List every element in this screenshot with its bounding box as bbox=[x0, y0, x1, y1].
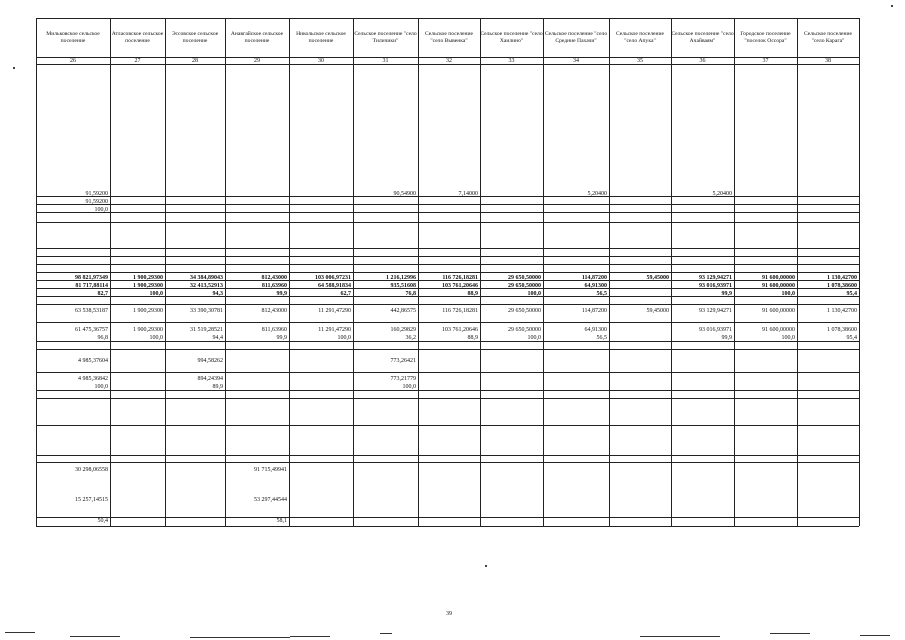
table-cell: 442,86575 bbox=[390, 308, 416, 314]
table-cell: 59,45000 bbox=[646, 275, 669, 281]
table-cell: 11 291,47290 bbox=[318, 308, 351, 314]
table-cell: 100,0 bbox=[781, 291, 795, 297]
table-cell: 98 821,97349 bbox=[75, 275, 108, 281]
table-cell: 91 715,49941 bbox=[254, 467, 287, 473]
column-divider bbox=[609, 18, 610, 526]
table-cell: 88,9 bbox=[467, 335, 478, 341]
table-rule bbox=[36, 455, 859, 456]
table-cell: 811,63960 bbox=[261, 283, 287, 289]
table-cell: 5,20400 bbox=[712, 191, 732, 197]
table-rule bbox=[36, 372, 859, 373]
column-header: Сельское поселение "село Хаилино" bbox=[480, 31, 543, 44]
table-cell: 88,9 bbox=[467, 291, 478, 297]
table-cell: 76,8 bbox=[405, 291, 416, 297]
table-cell: 91,59200 bbox=[85, 191, 108, 197]
column-header: Сельское поселение "село Карага" bbox=[804, 31, 852, 44]
table-cell: 30 298,06558 bbox=[75, 467, 108, 473]
table-cell: 100,0 bbox=[94, 207, 108, 213]
table-cell: 89,9 bbox=[212, 384, 223, 390]
table-cell: 99,9 bbox=[721, 335, 732, 341]
column-divider bbox=[480, 18, 481, 526]
table-cell: 103 761,20646 bbox=[442, 283, 478, 289]
table-cell: 64,91300 bbox=[584, 327, 607, 333]
table-cell: 91,59200 bbox=[85, 199, 108, 205]
table-rule bbox=[36, 390, 859, 391]
table-cell: 894,24394 bbox=[197, 376, 223, 382]
table-cell: 1 130,42700 bbox=[827, 308, 857, 314]
table-rule bbox=[36, 322, 859, 323]
column-divider bbox=[671, 18, 672, 526]
table-cell: 93 016,93971 bbox=[699, 283, 732, 289]
table-cell: 59,45000 bbox=[646, 308, 669, 314]
table-cell: 56,5 bbox=[596, 291, 607, 297]
table-cell: 4 985,36842 bbox=[78, 376, 108, 382]
column-header: Сельское поселение "село Тиличики" bbox=[354, 31, 417, 44]
table-cell: 29 650,50000 bbox=[508, 283, 541, 289]
table-cell: 81 717,88114 bbox=[75, 283, 108, 289]
table-cell: 90,54900 bbox=[393, 191, 416, 197]
table-rule bbox=[36, 18, 859, 19]
table-cell: 94,4 bbox=[212, 335, 223, 341]
table-cell: 95,4 bbox=[846, 291, 857, 297]
scan-artifact bbox=[770, 633, 810, 634]
table-cell: 91 600,00000 bbox=[762, 275, 795, 281]
table-cell: 116 726,18281 bbox=[442, 308, 478, 314]
table-rule bbox=[36, 462, 859, 463]
column-number: 26 bbox=[70, 58, 76, 64]
table-cell: 63 538,53187 bbox=[75, 308, 108, 314]
column-divider bbox=[110, 18, 111, 526]
table-rule bbox=[36, 256, 859, 257]
table-cell: 11 291,47290 bbox=[318, 327, 351, 333]
column-divider bbox=[418, 18, 419, 526]
table-cell: 29 650,50000 bbox=[508, 275, 541, 281]
column-divider bbox=[353, 18, 354, 526]
table-cell: 114,87200 bbox=[581, 275, 607, 281]
column-divider bbox=[289, 18, 290, 526]
table-cell: 93 016,93971 bbox=[699, 327, 732, 333]
column-divider bbox=[543, 18, 544, 526]
column-number: 32 bbox=[446, 58, 452, 64]
column-number: 27 bbox=[134, 58, 141, 64]
table-cell: 32 413,52913 bbox=[190, 283, 223, 289]
column-header: Анавгайское сельское поселение bbox=[230, 31, 284, 44]
table-rule bbox=[36, 212, 859, 213]
column-number: 30 bbox=[318, 58, 324, 64]
table-rule bbox=[36, 264, 859, 265]
scan-artifact bbox=[640, 636, 720, 637]
table-rule bbox=[36, 398, 859, 399]
table-cell: 93 129,94271 bbox=[699, 308, 732, 314]
table-cell: 994,58262 bbox=[197, 358, 223, 364]
table-cell: 95,4 bbox=[846, 335, 857, 341]
column-divider bbox=[859, 18, 860, 526]
column-number: 28 bbox=[192, 58, 198, 64]
table-rule bbox=[36, 425, 859, 426]
table-cell: 100,0 bbox=[337, 335, 351, 341]
table-cell: 812,43000 bbox=[261, 275, 287, 281]
column-divider bbox=[797, 18, 798, 526]
column-header: Сельское поселение "село Вывенка" bbox=[425, 31, 473, 44]
column-number: 35 bbox=[637, 58, 643, 64]
table-rule bbox=[36, 349, 859, 350]
scan-artifact bbox=[70, 636, 120, 637]
table-cell: 99,9 bbox=[721, 291, 732, 297]
table-cell: 103 761,20646 bbox=[442, 327, 478, 333]
table-cell: 91 600,00000 bbox=[762, 308, 795, 314]
table-cell: 811,63960 bbox=[261, 327, 287, 333]
table-cell: 100,0 bbox=[527, 335, 541, 341]
table-cell: 1 900,29300 bbox=[133, 275, 163, 281]
table-cell: 100,0 bbox=[94, 384, 108, 390]
column-header: Никольское сельское поселение bbox=[296, 31, 346, 44]
column-divider bbox=[225, 18, 226, 526]
table-cell: 1 216,12996 bbox=[386, 275, 416, 281]
table-cell: 96,8 bbox=[97, 335, 108, 341]
column-number: 31 bbox=[382, 58, 389, 64]
table-cell: 91 600,00000 bbox=[762, 283, 795, 289]
table-cell: 15 257,14515 bbox=[75, 497, 108, 503]
page-number: 39 bbox=[446, 611, 452, 617]
table-cell: 773,21779 bbox=[390, 376, 416, 382]
table-cell: 160,29829 bbox=[390, 327, 416, 333]
table-cell: 50,4 bbox=[97, 518, 108, 524]
table-cell: 7,14000 bbox=[458, 191, 478, 197]
table-cell: 91 600,00000 bbox=[762, 327, 795, 333]
table-rule bbox=[36, 304, 859, 305]
table-cell: 99,9 bbox=[276, 335, 287, 341]
column-divider bbox=[36, 18, 37, 526]
table-cell: 100,0 bbox=[527, 291, 541, 297]
table-cell: 36,2 bbox=[405, 335, 416, 341]
table-cell: 1 900,29300 bbox=[133, 308, 163, 314]
table-cell: 114,87200 bbox=[581, 308, 607, 314]
table-cell: 5,20400 bbox=[587, 191, 607, 197]
column-header: Городское поселение "поселок Оссора" bbox=[740, 31, 791, 44]
column-number: 33 bbox=[508, 58, 515, 64]
column-number: 29 bbox=[254, 58, 260, 64]
column-divider bbox=[734, 18, 735, 526]
table-cell: 56,5 bbox=[596, 335, 607, 341]
column-header: Сельское поселение "село Ачайваям" bbox=[671, 31, 734, 44]
table-cell: 935,51608 bbox=[390, 283, 416, 289]
table-cell: 33 390,30781 bbox=[190, 308, 223, 314]
table-cell: 1 130,42700 bbox=[827, 275, 857, 281]
table-cell: 1 900,29300 bbox=[133, 327, 163, 333]
table-rule bbox=[36, 204, 859, 205]
column-number: 36 bbox=[699, 58, 706, 64]
scan-artifact bbox=[190, 637, 290, 638]
table-cell: 64,91300 bbox=[584, 283, 607, 289]
table-rule bbox=[36, 272, 859, 273]
table-cell: 82,7 bbox=[97, 291, 108, 297]
column-header: Эссовское сельское поселение bbox=[171, 31, 219, 44]
table-cell: 53 297,44544 bbox=[254, 497, 287, 503]
table-cell: 812,43000 bbox=[261, 308, 287, 314]
column-number: 37 bbox=[762, 58, 769, 64]
table-cell: 1 078,38600 bbox=[827, 283, 857, 289]
table-cell: 773,26421 bbox=[390, 358, 416, 364]
scan-dot bbox=[485, 565, 487, 567]
table-cell: 99,9 bbox=[276, 291, 287, 297]
table-rule bbox=[36, 526, 859, 527]
table-cell: 100,0 bbox=[149, 335, 163, 341]
table-cell: 58,1 bbox=[276, 518, 287, 524]
table-cell: 94,3 bbox=[212, 291, 223, 297]
table-cell: 100,0 bbox=[149, 291, 163, 297]
table-cell: 64 588,91834 bbox=[318, 283, 351, 289]
column-header: Атласовское сельское поселение bbox=[111, 31, 164, 44]
scan-artifact bbox=[860, 635, 890, 636]
scan-artifact bbox=[5, 632, 35, 633]
table-cell: 29 650,50000 bbox=[508, 327, 541, 333]
table-cell: 100,0 bbox=[402, 384, 416, 390]
scan-dot bbox=[891, 5, 893, 7]
table-cell: 61 475,36757 bbox=[75, 327, 108, 333]
table-cell: 1 078,38600 bbox=[827, 327, 857, 333]
table-cell: 62,7 bbox=[340, 291, 351, 297]
scan-dot bbox=[13, 67, 15, 69]
table-rule bbox=[36, 248, 859, 249]
table-rule bbox=[36, 517, 859, 518]
scan-artifact bbox=[380, 633, 392, 634]
table-cell: 29 650,50000 bbox=[508, 308, 541, 314]
table-cell: 93 129,94271 bbox=[699, 275, 732, 281]
table-cell: 103 006,97231 bbox=[315, 275, 351, 281]
column-divider bbox=[165, 18, 166, 526]
table-cell: 100,0 bbox=[781, 335, 795, 341]
column-header: Мильковское сельское поселение bbox=[46, 31, 100, 44]
table-cell: 4 985,37604 bbox=[78, 358, 108, 364]
column-number: 34 bbox=[573, 58, 579, 64]
table-cell: 31 519,28521 bbox=[190, 327, 223, 333]
column-header: Сельское поселение "село Апука" bbox=[616, 31, 664, 44]
table-cell: 34 384,89043 bbox=[190, 275, 223, 281]
column-number: 38 bbox=[825, 58, 831, 64]
scan-artifact bbox=[290, 636, 330, 637]
table-cell: 1 900,29300 bbox=[133, 283, 163, 289]
table-cell: 116 726,18281 bbox=[442, 275, 478, 281]
column-header: Сельское поселение "село Средние Пахачи" bbox=[544, 31, 608, 44]
table-rule bbox=[36, 222, 859, 223]
